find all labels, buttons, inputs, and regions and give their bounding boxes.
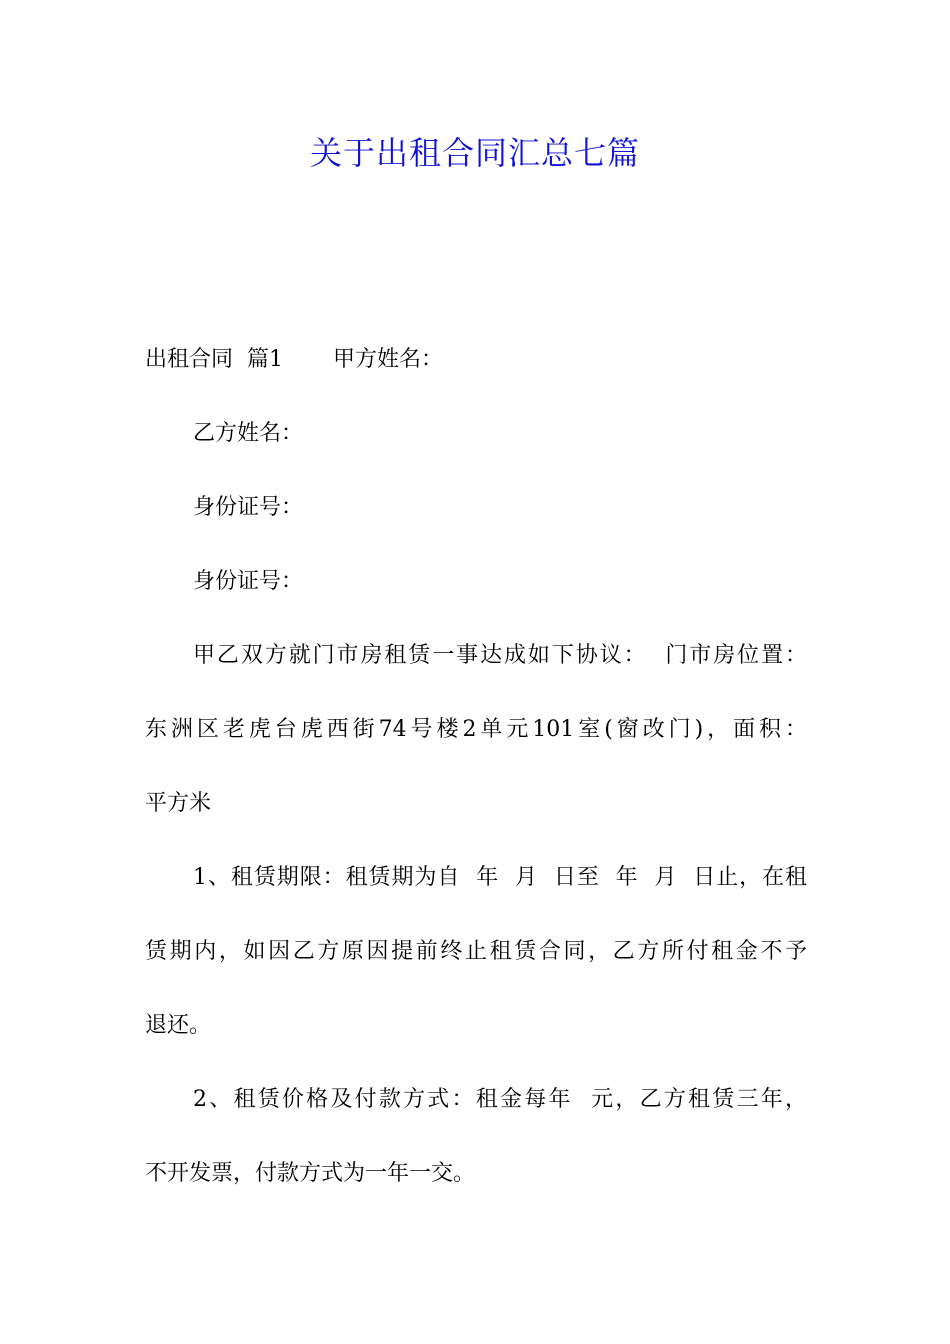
clause-1-line-2: 赁期内，如因乙方原因提前终止租赁合同，乙方所付租金不予 [145, 939, 807, 964]
document-title: 关于出租合同汇总七篇 [309, 134, 640, 172]
intro-line-3: 平方米 [145, 791, 212, 816]
clause-1-line-1: 1、租赁期限：租赁期为自 年 月 日至 年 月 日止，在租 [193, 865, 807, 890]
clause-2-line-1: 2、租赁价格及付款方式：租金每年 元，乙方租赁三年， [193, 1087, 807, 1112]
section-label: 出租合同 篇1 [145, 347, 283, 372]
intro-line-1: 甲乙双方就门市房租赁一事达成如下协议： 门市房位置： [193, 643, 807, 668]
clause-1-line-3: 退还。 [145, 1013, 212, 1038]
party-b-name-label: 乙方姓名： [193, 421, 304, 446]
id-number-label-1: 身份证号： [193, 495, 304, 520]
document-body [145, 323, 807, 1211]
clause-2-line-2: 不开发票，付款方式为一年一交。 [145, 1161, 476, 1186]
intro-line-2: 东洲区老虎台虎西街74号楼2单元101室(窗改门)，面积： [145, 717, 807, 742]
id-number-label-2: 身份证号： [193, 569, 304, 594]
party-a-name-label: 甲方姓名： [332, 347, 443, 372]
header-line [145, 323, 807, 397]
